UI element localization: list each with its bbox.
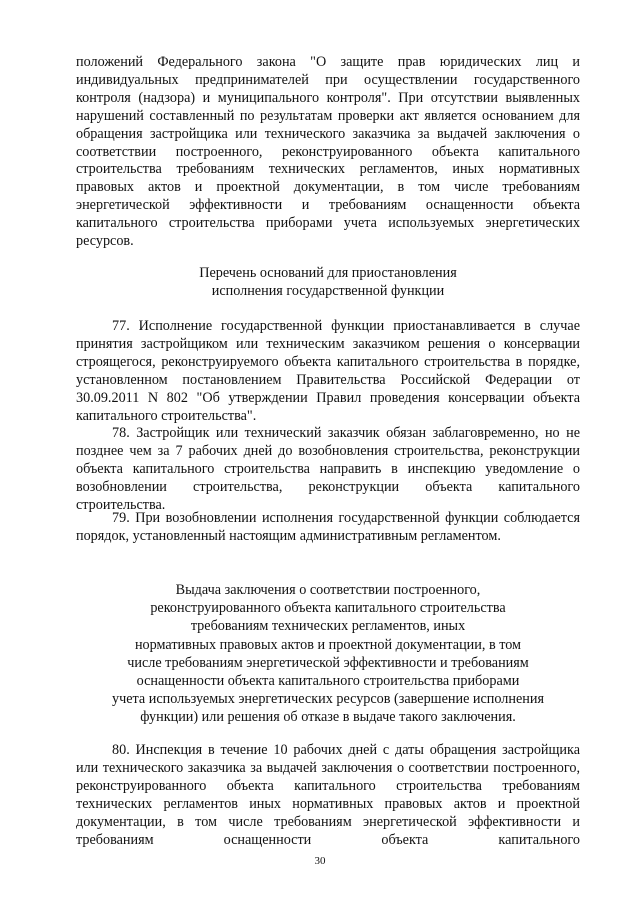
intro-paragraph: положений Федерального закона "О защите прав юридических лиц и индивидуальных предпринимателей при осуществлении государственного контроля (надзора) и муниципального контроля". При отсутствии выявленных нарушений составленный по результатам проверки акт является основанием для обращения застройщика или технического заказчика за выдачей заключения о соответствии построенного, реконструированного объекта капитального строительства требованиям технических регламентов, иных нормативных правовых актов и проектной документации, в том числе требованиям энергетической эффективности и требованиям оснащенности объекта капитального строительства приборами учета используемых энергетических ресурсов. — [76, 54, 580, 250]
page-number: 30 — [314, 855, 326, 867]
paragraph-80: 80. Инспекция в течение 10 рабочих дней с даты обращения застройщика или технического заказчика за выдачей заключения о соответствии построенного, реконструированного объекта капитального строительства требованиям технических регламентов иных нормативных правовых актов и проектной документации, в том числе требованиям энергетической эффективности и требованиям оснащенности объекта капитального — [76, 742, 580, 848]
heading-line: Выдача заключения о соответствии построенного, — [175, 582, 481, 598]
paragraph-78: 78. Застройщик или технический заказчик обязан заблаговременно, но не позднее чем за 7 рабочих дней до возобновления строительства, реконструкции объекта капитального строительства направить в инспекцию уведомление о возобновлении строительства, реконструкции объекта капитального строительства. — [76, 425, 580, 513]
heading-line: числе требованиям энергетической эффективности и требованиям — [127, 654, 529, 671]
heading-line: оснащенности объекта капитального строительства приборами — [136, 673, 520, 690]
paragraph-79: 79. При возобновлении исполнения государственной функции соблюдается порядок, установленный настоящим административным регламентом. — [76, 510, 580, 544]
section-heading-suspension — [76, 264, 580, 300]
heading-line: нормативных правовых актов и проектной документации, в том — [134, 636, 522, 653]
heading-line: учета используемых энергетических ресурсов (завершение исполнения — [112, 691, 544, 708]
heading-line: исполнения государственной функции — [211, 283, 445, 300]
heading-line: Перечень оснований для приостановления — [199, 265, 457, 281]
section-heading-conclusion — [76, 581, 580, 727]
paragraph-77: 77. Исполнение государственной функции приостанавливается в случае принятия застройщиком или техническим заказчиком решения о консервации строящегося, реконструируемого объекта капитального строительства в порядке, установленном постановлением Правительства Российской Федерации от 30.09.2011 N 802 "Об утверждении Правил проведения консервации объекта капитального строительства". — [76, 318, 580, 424]
heading-line: требованиям технических регламентов, иных — [190, 618, 466, 635]
heading-line: реконструированного объекта капитального строительства — [150, 600, 506, 617]
heading-line: функции) или решения об отказе в выдаче такого заключения. — [140, 709, 516, 726]
